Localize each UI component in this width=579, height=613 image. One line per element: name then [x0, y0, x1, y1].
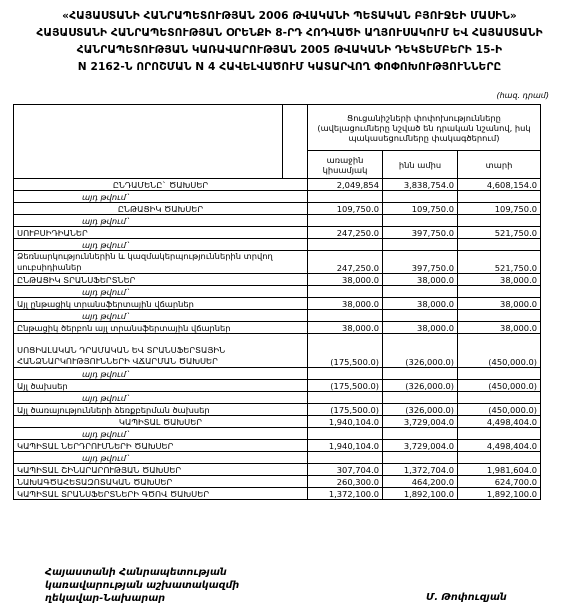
- table-row: [14, 488, 541, 500]
- value-year: [458, 215, 541, 227]
- value-year: [458, 286, 541, 298]
- header-col-nine-months: ինն ամիս: [383, 151, 458, 179]
- value-year: 38,000.0: [458, 322, 541, 334]
- signatory-line-3: ղեկավար-Նախարար: [45, 593, 166, 604]
- value-nine-months: 3,838,754.0: [383, 179, 458, 191]
- row-label: ԿԱՊԻՏԱԼ ԾԱԽՍԵՐ: [14, 416, 308, 428]
- value-half-year: [308, 310, 383, 322]
- value-nine-months: (326,000.0): [383, 404, 458, 416]
- value-half-year: 38,000.0: [308, 298, 383, 310]
- value-half-year: 38,000.0: [308, 322, 383, 334]
- value-nine-months: [383, 452, 458, 464]
- value-half-year: 1,372,100.0: [308, 488, 383, 500]
- row-label: այդ թվում`: [14, 452, 308, 464]
- signatory-position: [45, 566, 239, 605]
- table-row: [14, 476, 541, 488]
- table-row: [14, 322, 541, 334]
- value-nine-months: (326,000.0): [383, 334, 458, 368]
- row-label: այդ թվում`: [14, 239, 308, 251]
- title-line-1: «ՀԱՅԱՍՏԱՆԻ ՀԱՆՐԱՊԵՏՈՒԹՅԱՆ 2006 ԹՎԱԿԱՆԻ ՊԵՏԱԿԱՆ ԲՅՈՒՋԵԻ ՄԱՍԻՆ»: [62, 10, 517, 22]
- table-row: [14, 440, 541, 452]
- value-nine-months: [383, 368, 458, 380]
- value-year: 4,498,404.0: [458, 416, 541, 428]
- value-half-year: (175,500.0): [308, 404, 383, 416]
- header-col-half-year: առաջին կիսամյակ: [308, 151, 383, 179]
- value-year: 38,000.0: [458, 274, 541, 286]
- value-nine-months: 1,892,100.0: [383, 488, 458, 500]
- value-year: [458, 452, 541, 464]
- value-year: 521,750.0: [458, 251, 541, 274]
- row-label: այդ թվում`: [14, 286, 308, 298]
- value-year: 38,000.0: [458, 298, 541, 310]
- value-year: [458, 191, 541, 203]
- value-nine-months: 109,750.0: [383, 203, 458, 215]
- value-year: (450,000.0): [458, 404, 541, 416]
- value-nine-months: (326,000.0): [383, 380, 458, 392]
- table-row: [14, 286, 541, 298]
- header-col-year: տարի: [458, 151, 541, 179]
- value-half-year: [308, 239, 383, 251]
- row-label: Այլ ծառայությունների ձեռքբերման ծախսեր: [14, 404, 308, 416]
- value-year: (450,000.0): [458, 334, 541, 368]
- signatory-line-1: Հայաստանի Հանրապետության: [45, 567, 227, 578]
- value-year: [458, 428, 541, 440]
- value-half-year: [308, 286, 383, 298]
- value-nine-months: 397,750.0: [383, 251, 458, 274]
- table-row: [14, 464, 541, 476]
- value-year: [458, 392, 541, 404]
- signatory-line-2: կառավարության աշխատակազմի: [45, 580, 240, 591]
- row-label: ԸՆԴԱՄԵՆԸ` ԾԱԽՍԵՐ: [14, 179, 308, 191]
- title-line-3: ՀԱՆՐԱՊԵՏՈՒԹՅԱՆ ԿԱՌԱՎԱՐՈՒԹՅԱՆ 2005 ԹՎԱԿԱՆԻ ԴԵԿՏԵՄԲԵՐԻ 15-Ի: [76, 44, 503, 56]
- value-half-year: [308, 452, 383, 464]
- value-half-year: 1,940,104.0: [308, 440, 383, 452]
- row-label: Այլ ընթացիկ տրանսֆերտային վճարներ: [14, 298, 308, 310]
- table-row: [14, 227, 541, 239]
- title-line-2: ՀԱՅԱՍՏԱՆԻ ՀԱՆՐԱՊԵՏՈՒԹՅԱՆ ՕՐԵՆՔԻ 8-ՐԴ ՀՈԴՎԱԾԻ ԱՂՅՈՒՍԱԿՈՒՄ ԵՎ ՀԱՅԱՍՏԱՆԻ: [36, 27, 543, 39]
- value-half-year: 247,250.0: [308, 227, 383, 239]
- table-row: [14, 380, 541, 392]
- value-nine-months: 397,750.0: [383, 227, 458, 239]
- document-title: [0, 8, 579, 76]
- value-nine-months: 3,729,004.0: [383, 440, 458, 452]
- value-year: 521,750.0: [458, 227, 541, 239]
- row-label: Ընթացիկ ծերբոն այլ տրանսֆերտային վճարներ: [14, 322, 308, 334]
- value-half-year: 307,704.0: [308, 464, 383, 476]
- value-year: 4,608,154.0: [458, 179, 541, 191]
- value-nine-months: 38,000.0: [383, 322, 458, 334]
- row-label: Այլ ծախսեր: [14, 380, 308, 392]
- row-label: այդ թվում`: [14, 392, 308, 404]
- value-half-year: (175,500.0): [308, 380, 383, 392]
- table-row: [14, 416, 541, 428]
- value-half-year: (175,500.0): [308, 334, 383, 368]
- table-row: [14, 452, 541, 464]
- value-year: [458, 368, 541, 380]
- value-half-year: [308, 215, 383, 227]
- value-half-year: 109,750.0: [308, 203, 383, 215]
- value-year: 624,700.0: [458, 476, 541, 488]
- row-label: այդ թվում`: [14, 310, 308, 322]
- title-line-4: N 2162-Ն ՈՐՈՇՄԱՆ N 4 ՀԱՎԵԼՎԱԾՈՒՄ ԿԱՏԱՐՎՈՂ ՓՈՓՈԽՈՒԹՅՈՒՆՆԵՐԸ: [77, 61, 502, 73]
- table-row: [14, 239, 541, 251]
- table-row: [14, 404, 541, 416]
- table-body: [14, 179, 541, 500]
- value-half-year: 38,000.0: [308, 274, 383, 286]
- row-label: այդ թվում`: [14, 428, 308, 440]
- row-label: ՆԱԽԱԳԾԱՀԵՏԱԶՈՏԱԿԱՆ ԾԱԽՍԵՐ: [14, 476, 308, 488]
- table-row: [14, 368, 541, 380]
- value-nine-months: [383, 191, 458, 203]
- table-row: [14, 191, 541, 203]
- value-year: 109,750.0: [458, 203, 541, 215]
- value-nine-months: 38,000.0: [383, 298, 458, 310]
- row-label: Ձեռնարկություններին և կազմակերպություններին տրվող սուբսիդիաներ: [14, 251, 308, 274]
- value-nine-months: [383, 428, 458, 440]
- value-half-year: 2,049,854: [308, 179, 383, 191]
- value-year: 4,498,404.0: [458, 440, 541, 452]
- row-label: ԸՆԹԱՑԻԿ ԾԱԽՍԵՐ: [14, 203, 308, 215]
- row-label: ՍՈՒԲՍԻԴԻԱՆԵՐ: [14, 227, 308, 239]
- table-row: [14, 310, 541, 322]
- row-label: այդ թվում`: [14, 368, 308, 380]
- row-label: այդ թվում`: [14, 215, 308, 227]
- table-row: [14, 392, 541, 404]
- value-year: [458, 310, 541, 322]
- table-row: [14, 203, 541, 215]
- value-half-year: [308, 191, 383, 203]
- table-row: [14, 274, 541, 286]
- row-label: ԿԱՊԻՏԱԼ ՇԻՆԱՐԱՐՈՒԹՅԱՆ ԾԱԽՍԵՐ: [14, 464, 308, 476]
- units-note: (հազ. դրամ): [496, 91, 549, 100]
- value-nine-months: 3,729,004.0: [383, 416, 458, 428]
- value-half-year: 247,250.0: [308, 251, 383, 274]
- value-half-year: [308, 392, 383, 404]
- value-nine-months: [383, 239, 458, 251]
- table-row: [14, 298, 541, 310]
- header-changes: Ցուցանիշների փոփոխությունները (ավելացումները նշված են դրական նշանով, իսկ պակասեցումները փակագծերում): [308, 105, 541, 151]
- value-half-year: 260,300.0: [308, 476, 383, 488]
- value-half-year: 1,940,104.0: [308, 416, 383, 428]
- table-row: [14, 251, 541, 274]
- table-row: [14, 215, 541, 227]
- value-half-year: [308, 428, 383, 440]
- header-empty-narrow: [283, 105, 308, 179]
- row-label: այդ թվում`: [14, 191, 308, 203]
- value-year: 1,981,604.0: [458, 464, 541, 476]
- value-nine-months: [383, 215, 458, 227]
- table-row: [14, 334, 541, 368]
- value-year: (450,000.0): [458, 380, 541, 392]
- row-label: ԿԱՊԻՏԱԼ ՏՐԱՆՍՖԵՐՏՆԵՐԻ ԳԾՈՎ ԾԱԽՍԵՐ: [14, 488, 308, 500]
- value-nine-months: 1,372,704.0: [383, 464, 458, 476]
- value-nine-months: 464,200.0: [383, 476, 458, 488]
- table-row: [14, 428, 541, 440]
- signatory-name: Մ. Թոփուզյան: [426, 592, 507, 603]
- row-label: ՍՈՑԻԱԼԱԿԱՆ ԴՐԱՄԱԿԱՆ ԵՎ ՏՐԱՆՍՖԵՐՏԱՅԻՆ ՀԱՆՁՆԱՐԿՈՒԹՅՈՒՆՆԵՐԻ ՎՃԱՐՄԱՆ ԾԱԽՍԵՐ: [14, 334, 308, 368]
- table-row: [14, 179, 541, 191]
- value-nine-months: [383, 286, 458, 298]
- row-label: ԸՆԹԱՑԻԿ ՏՐԱՆՍՖԵՐՏՆԵՐ: [14, 274, 308, 286]
- value-year: [458, 239, 541, 251]
- value-nine-months: [383, 392, 458, 404]
- value-nine-months: [383, 310, 458, 322]
- header-empty-cell: [14, 105, 283, 179]
- value-nine-months: 38,000.0: [383, 274, 458, 286]
- row-label: ԿԱՊԻՏԱԼ ՆԵՐԴՐՈՒՄՆԵՐԻ ԾԱԽՍԵՐ: [14, 440, 308, 452]
- value-half-year: [308, 368, 383, 380]
- value-year: 1,892,100.0: [458, 488, 541, 500]
- budget-changes-table: [13, 104, 541, 500]
